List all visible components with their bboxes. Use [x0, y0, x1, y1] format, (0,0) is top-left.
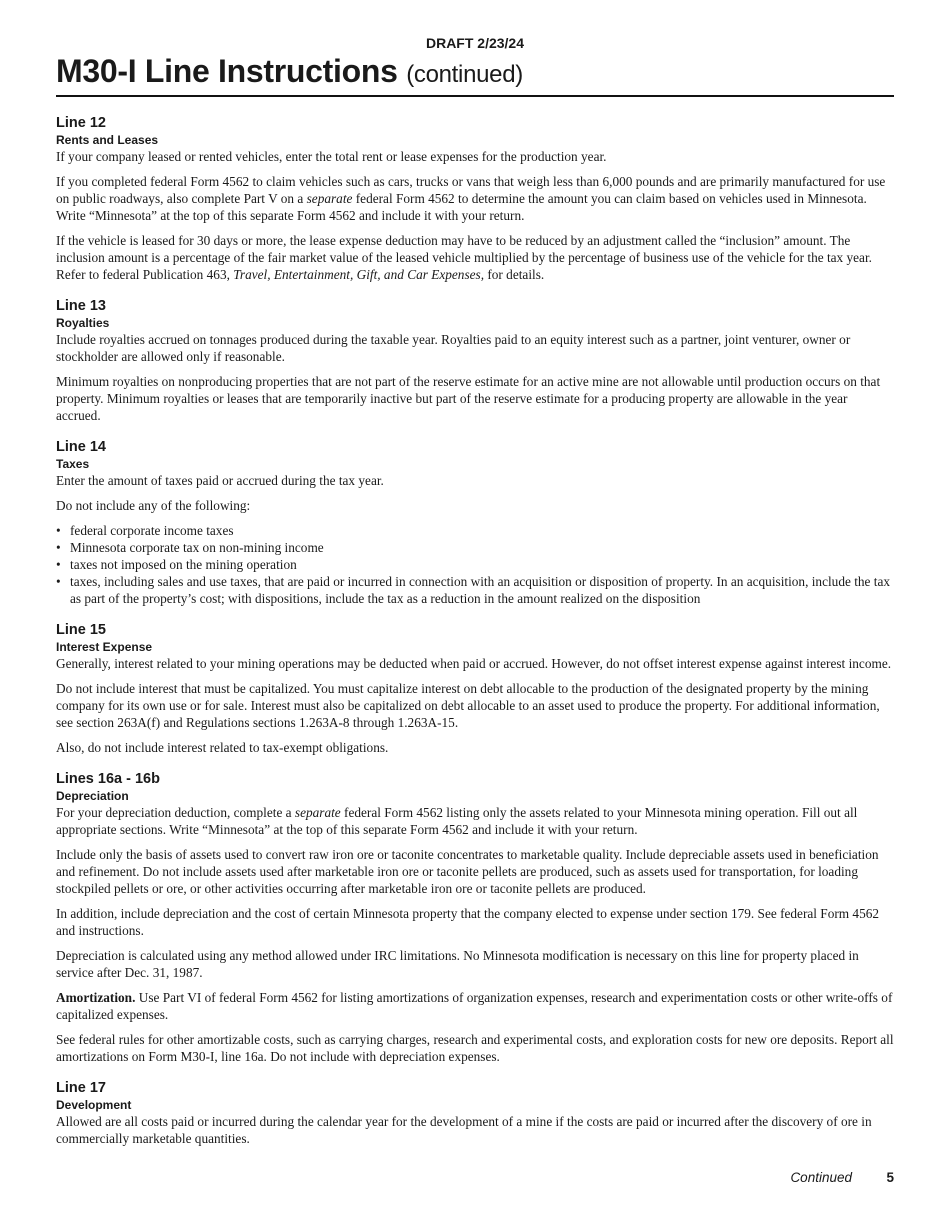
section-line-15	[56, 621, 894, 756]
paragraph	[56, 989, 894, 1023]
paragraph: Minimum royalties on nonproducing properties that are not part of the reserve estimate for an active mine are not allowable until production occurs on that property. Minimum royalties or leases that are temporarily inactive but part of the reserve estimate for a producing property are allowable in the year accrued.	[56, 374, 881, 423]
title-main: M30-I Line Instructions	[56, 53, 398, 89]
paragraph-text: federal Form 4562 to determine the amount you can claim based on vehicles used in Minnesota. Write “Minnesota” at the top of this separate Form 4562 and include it with your return.	[56, 191, 867, 223]
title-row	[56, 53, 894, 97]
section-subheading: Interest Expense	[56, 640, 153, 654]
section-subheading: Rents and Leases	[56, 133, 159, 147]
exclusion-list	[56, 522, 894, 607]
bullet-icon: •	[56, 540, 61, 555]
page-number: 5	[886, 1170, 894, 1185]
paragraph-text: If you completed federal Form 4562 to claim vehicles such as cars, trucks or vans that weigh less than 6,000 pounds and are primarily manufactured for use on public roadways, also complete Part V on a	[56, 174, 886, 206]
paragraph: Generally, interest related to your mining operations may be deducted when paid or accrued. However, do not offset interest expense against interest income.	[56, 656, 892, 671]
emphasis-text: separate	[306, 191, 353, 206]
paragraph	[56, 804, 894, 838]
paragraph-text: federal Form 4562 listing only the assets related to your Minnesota mining operation. Fill out all appropriate sections. Write “Minnesota” at the top of this separate Form 4562 and include it with your return.	[56, 805, 858, 837]
section-line-12	[56, 114, 894, 283]
continued-label: Continued	[790, 1170, 852, 1185]
paragraph: Include royalties accrued on tonnages produced during the taxable year. Royalties paid to an equity interest such as a partner, joint venturer, owner or stockholder are allowed only if reasonable.	[56, 332, 851, 364]
paragraph-text: For your depreciation deduction, complete a	[56, 805, 295, 820]
bullet-icon: •	[56, 523, 61, 538]
section-heading: Line 12	[56, 115, 106, 131]
publication-title: Travel, Entertainment, Gift, and Car Expenses,	[233, 267, 485, 282]
section-line-17	[56, 1079, 894, 1147]
paragraph: Include only the basis of assets used to convert raw iron ore or taconite concentrates to marketable quality. Include depreciable assets used in beneficiation and refinement. Do not include assets used after marketable iron ore or taconite pellets are produced, such as assets used for transportation, for loading stockpiled pellets or ore, or other activities occurring after marketable iron ore or taconite pellets are produced.	[56, 847, 879, 896]
list-item-text: Minnesota corporate tax on non-mining income	[70, 540, 324, 555]
bullet-icon: •	[56, 574, 61, 589]
section-heading: Lines 16a - 16b	[56, 771, 160, 787]
page-content	[56, 34, 894, 1161]
emphasis-text: separate	[294, 805, 341, 820]
paragraph-text: for details.	[484, 267, 545, 282]
paragraph: Also, do not include interest related to tax-exempt obligations.	[56, 740, 389, 755]
section-heading: Line 15	[56, 622, 106, 638]
section-subheading: Royalties	[56, 316, 110, 330]
section-heading: Line 17	[56, 1080, 106, 1096]
paragraph	[56, 173, 894, 224]
section-subheading: Depreciation	[56, 789, 129, 803]
section-subheading: Taxes	[56, 457, 90, 471]
amortization-label: Amortization.	[56, 990, 136, 1005]
section-heading: Line 13	[56, 298, 106, 314]
list-item-text: taxes, including sales and use taxes, that are paid or incurred in connection with an acquisition or disposition of property. In an acquisition, include the tax as part of the property’s cost; with dispositions, include the tax as a reduction in the amount realized on the disposition	[70, 574, 891, 606]
section-line-16	[56, 770, 894, 1065]
paragraph: If your company leased or rented vehicles, enter the total rent or lease expenses for the production year.	[56, 149, 607, 164]
list-item	[56, 539, 894, 556]
list-item	[56, 573, 894, 607]
paragraph: Do not include interest that must be capitalized. You must capitalize interest on debt allocable to the production of the designated property by the mining company for its own use or for sale. Interest must also be capitalized on debt allocable to an asset used to produce the property. For additional information, see section 263A(f) and Regulations sections 1.263A-8 through 1.263A-15.	[56, 681, 880, 730]
paragraph: Allowed are all costs paid or incurred during the calendar year for the development of a mine if the costs are paid or incurred after the discovery of ore in commercially marketable quantities.	[56, 1114, 872, 1146]
paragraph-text: If the vehicle is leased for 30 days or more, the lease expense deduction may have to be reduced by an adjustment called the “inclusion” amount. The inclusion amount is a percentage of the fair market value of the leased vehicle multiplied by the percentage of business use of the vehicle for the tax year. Refer to federal Publication 463,	[56, 233, 872, 282]
paragraph: Depreciation is calculated using any method allowed under IRC limitations. No Minnesota modification is necessary on this line for property placed in service after Dec. 31, 1987.	[56, 948, 859, 980]
bullet-icon: •	[56, 557, 61, 572]
section-line-14	[56, 438, 894, 607]
draft-label: DRAFT 2/23/24	[425, 35, 525, 51]
list-item-text: taxes not imposed on the mining operation	[70, 557, 297, 572]
paragraph	[56, 232, 894, 283]
paragraph-text: Use Part VI of federal Form 4562 for listing amortizations of organization expenses, research and experimentation costs or other write-offs of capitalized expenses.	[56, 990, 893, 1022]
list-item	[56, 556, 894, 573]
page-title	[56, 53, 894, 93]
paragraph: In addition, include depreciation and the cost of certain Minnesota property that the company elected to expense under section 179. See federal Form 4562 and instructions.	[56, 906, 880, 938]
title-sub: (continued)	[406, 61, 523, 88]
paragraph: See federal rules for other amortizable costs, such as carrying charges, research and experimental costs, and exploration costs for new ore deposits. Report all amortizations on Form M30-I, line 16a. Do not include with depreciation expenses.	[56, 1032, 894, 1064]
section-subheading: Development	[56, 1098, 132, 1112]
list-item	[56, 522, 894, 539]
list-item-text: federal corporate income taxes	[70, 523, 234, 538]
section-heading: Line 14	[56, 439, 106, 455]
section-line-13	[56, 297, 894, 424]
paragraph: Enter the amount of taxes paid or accrued during the tax year.	[56, 473, 384, 488]
paragraph: Do not include any of the following:	[56, 498, 251, 513]
